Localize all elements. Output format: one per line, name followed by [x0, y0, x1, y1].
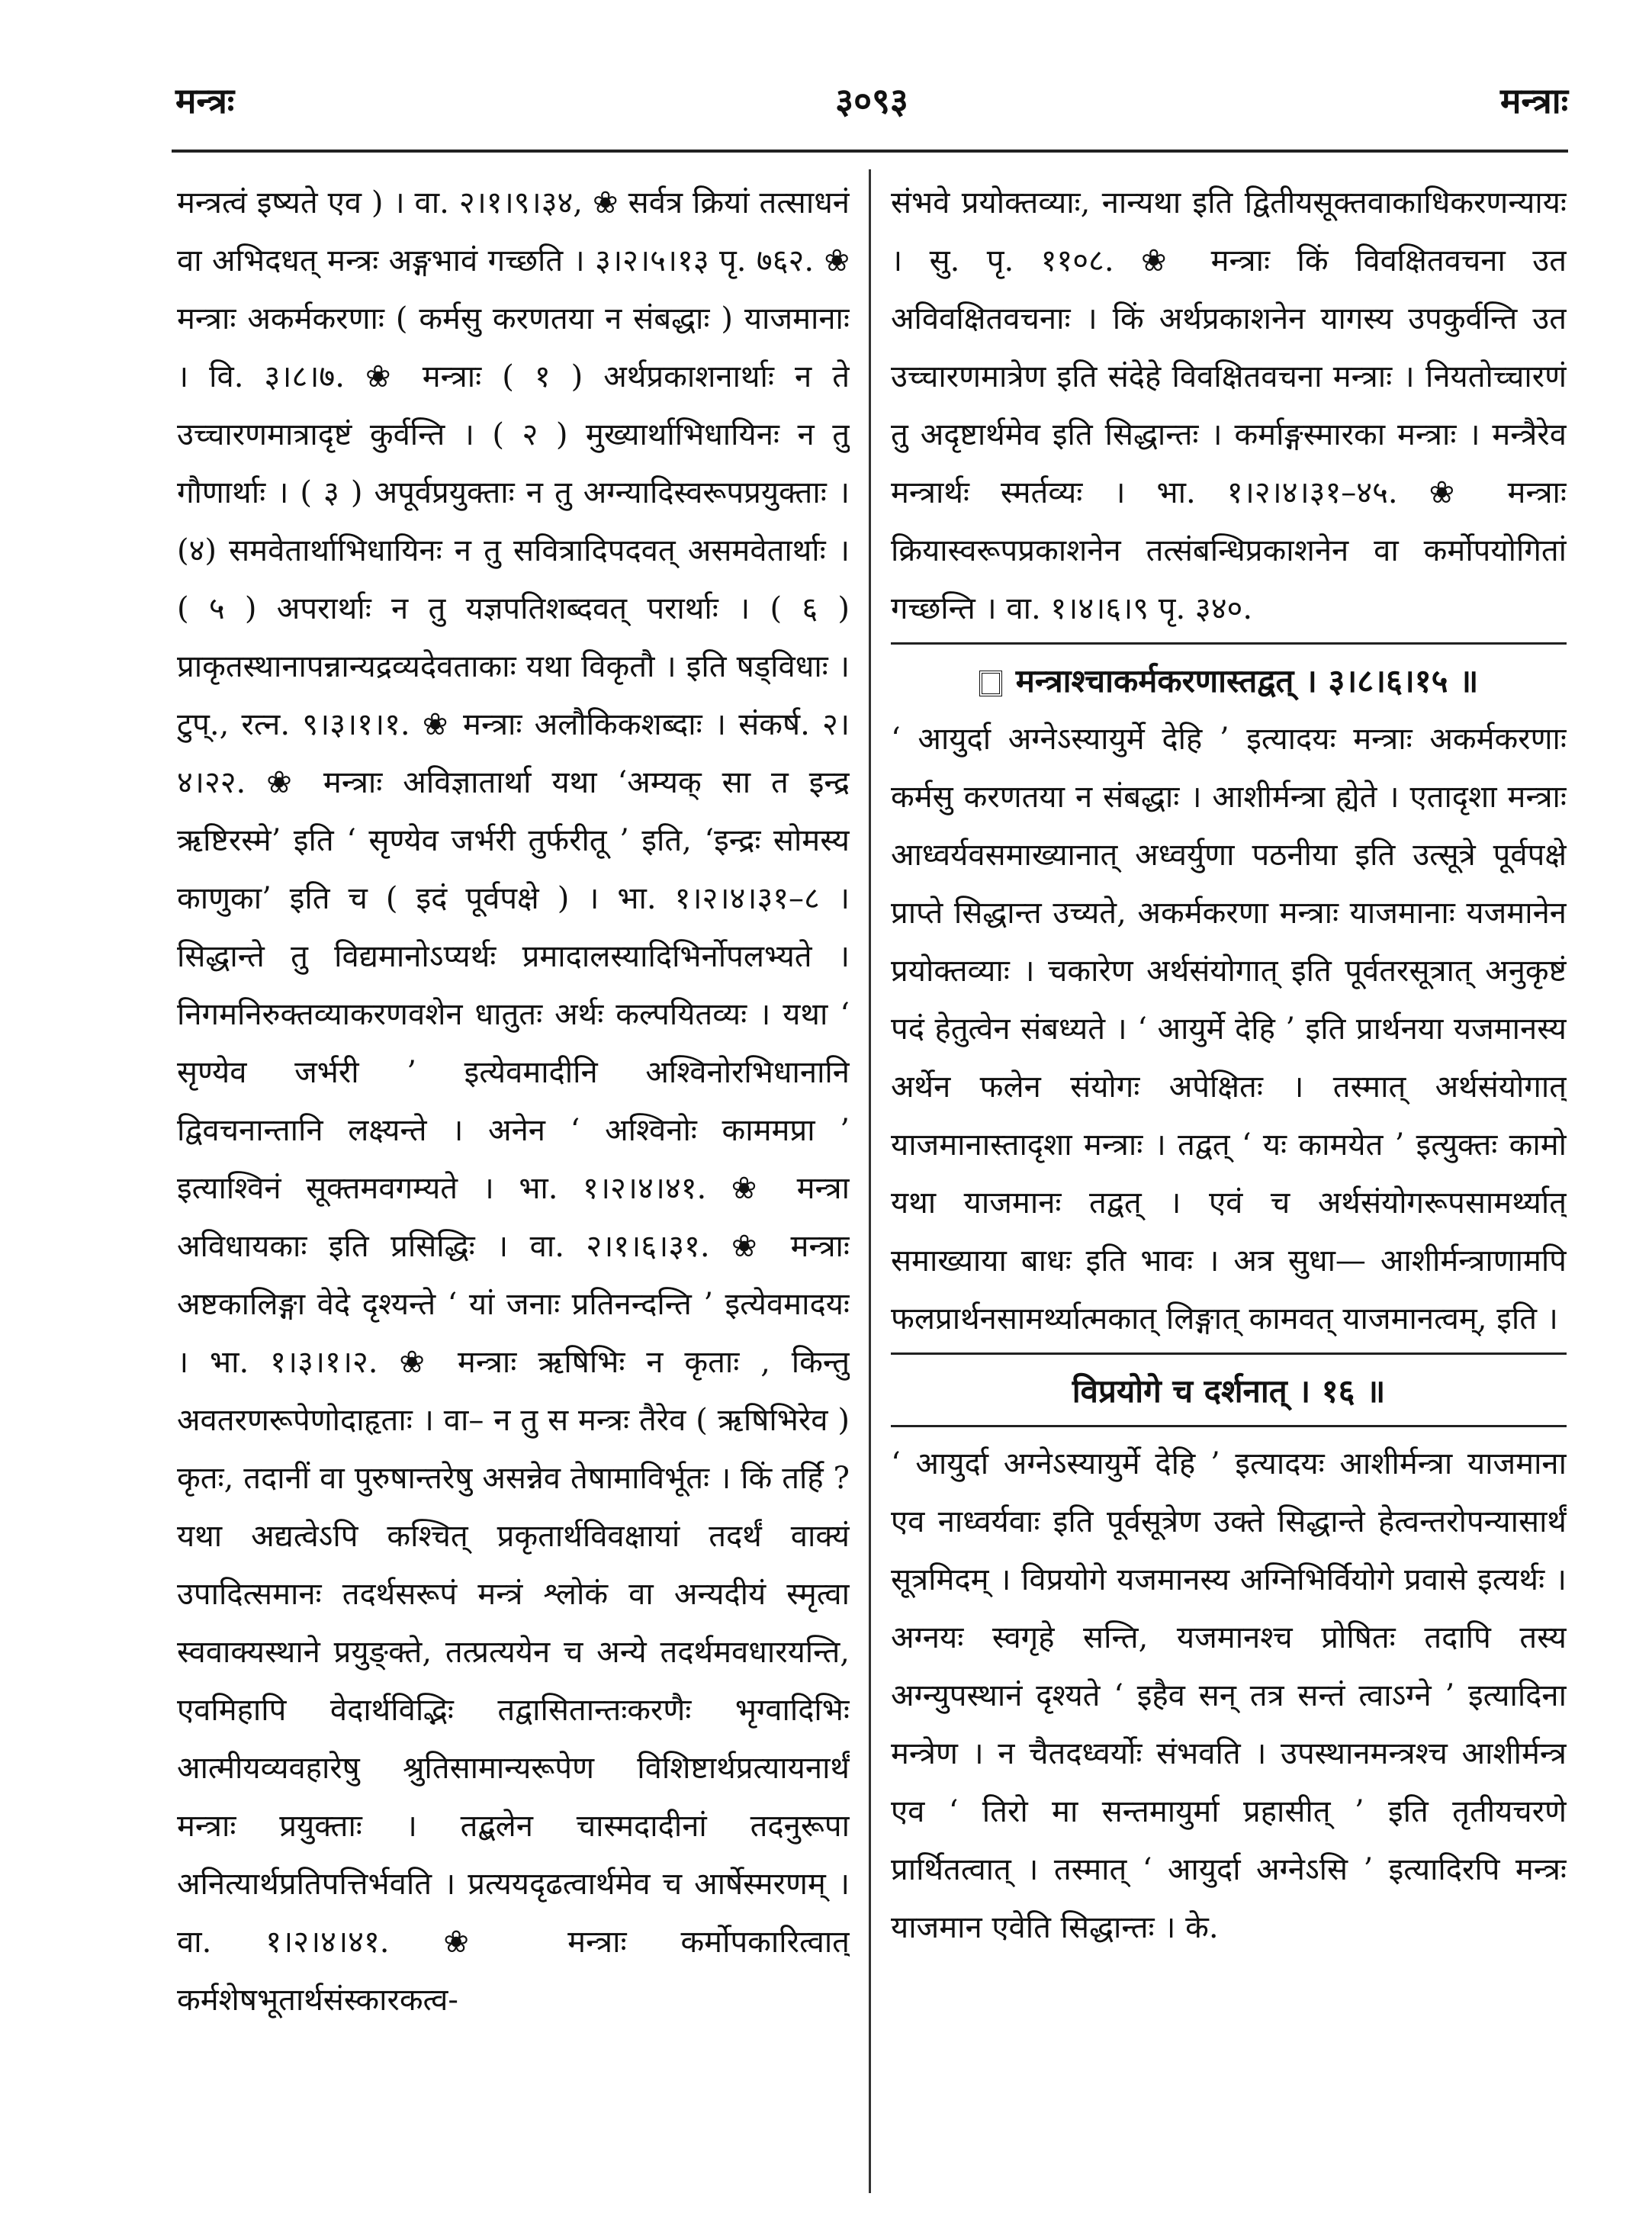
right-para-3: ‘ आयुर्दा अग्नेऽस्यायुर्मे देहि ’ इत्यादयः आशीर्मन्त्रा याजमाना एव नाध्वर्यवाः इति पूर्वसूत्रेण उक्ते सिद्धान्ते हेत्वन्तरोपन्यासार्थं सूत्रमिदम् । विप्रयोगे यजमानस्य अग्निभिर्वियोगे प्रवासे इत्यर्थः । अग्नयः स्वगृहे सन्ति, यजमानश्च प्रोषितः तदापि तस्य अग्न्युपस्थानं दृश्यते ‘ इहैव सन् तत्र सन्तं त्वाऽग्ने ’ इत्यादिना मन्त्रेण । न चैतदध्वर्योः संभवति । उपस्थानमन्त्रश्च आशीर्मन्त्र एव ‘ तिरो मा सन्तमायुर्मा प्रहासीत् ’ इति तृतीयचरणे प्रार्थितत्वात् । तस्मात् ‘ आयुर्दा अग्नेऽसि ’ इत्यादिरपि मन्त्रः याजमान एवेति सिद्धान्तः । के.	[891, 1446, 1567, 1945]
section-rule	[891, 642, 1567, 645]
column-divider	[869, 169, 871, 2193]
right-para-1: संभवे प्रयोक्तव्याः, नान्यथा इति द्वितीयसूक्तवाकाधिकरणन्यायः । सु. पृ. ११०८. ❀ मन्त्राः किं विवक्षितवचना उत अविवक्षितवचनाः । किं अर्थप्रकाशनेन यागस्य उपकुर्वन्ति उत उच्चारणमात्रेण इति संदेहे विवक्षितवचना मन्त्राः । नियतोच्चारणं तु अदृष्टार्थमेव इति सिद्धान्तः । कर्माङ्गस्मारका मन्त्राः । मन्त्रैरेव मन्त्रार्थः स्मर्तव्यः । भा. १।२।४।३१–४५. ❀ मन्त्राः क्रियास्वरूपप्रकाशनेन तत्संबन्धिप्रकाशनेन वा कर्मोपयोगितां गच्छन्ति । वा. १।४।६।९ पृ. ३४०.	[891, 185, 1567, 626]
sutra-heading-16: विप्रयोगे च दर्शनात् । १६ ॥	[1072, 1372, 1386, 1410]
running-head-left: मन्त्रः	[175, 80, 235, 121]
section-rule	[891, 1352, 1567, 1355]
running-head-right: मन्त्राः	[1499, 80, 1568, 121]
left-column-text: मन्त्रत्वं इष्यते एव ) । वा. २।१।९।३४, ❀ सर्वत्र क्रियां तत्साधनं वा अभिदधत् मन्त्रः अङ्गभावं गच्छति । ३।२।५।१३ पृ. ७६२. ❀ मन्त्राः अकर्मकरणाः ( कर्मसु करणतया न संबद्धाः ) याजमानाः । वि. ३।८।७. ❀ मन्त्राः ( १ ) अर्थप्रकाशनार्थाः न ते उच्चारणमात्रादृष्टं कुर्वन्ति । ( २ ) मुख्यार्थाभिधायिनः न तु गौणार्थाः । ( ३ ) अपूर्वप्रयुक्ताः न तु अग्न्यादिस्वरूपप्रयुक्ताः । (४) समवेतार्थाभिधायिनः न तु सवित्रादिपदवत् असमवेतार्थाः । ( ५ ) अपरार्थाः न तु यज्ञपतिशब्दवत् परार्थाः । ( ६ ) प्राकृतस्थानापन्नान्यद्रव्यदेवताकाः यथा विकृतौ । इति षड्विधाः । टुप्., रत्न. ९।३।१।१. ❀ मन्त्राः अलौकिकशब्दाः । संकर्ष. २।४।२२. ❀ मन्त्राः अविज्ञातार्था यथा ‘अम्यक् सा त इन्द्र ऋष्टिरस्मे’ इति ‘ सृण्येव जर्भरी तुर्फरीतू ’ इति, ‘इन्द्रः सोमस्य काणुका’ इति च ( इदं पूर्वपक्षे ) । भा. १।२।४।३१–८ । सिद्धान्ते तु विद्यमानोऽप्यर्थः प्रमादालस्यादिभिर्नोपलभ्यते । निगमनिरुक्तव्याकरणवशेन धातुतः अर्थः कल्पयितव्यः । यथा ‘ सृण्येव जर्भरी ’ इत्येवमादीनि अश्विनोरभिधानानि द्विवचनान्तानि लक्ष्यन्ते । अनेन ‘ अश्विनोः काममप्रा ’ इत्याश्विनं सूक्तमवगम्यते । भा. १।२।४।४१. ❀ मन्त्रा अविधायकाः इति प्रसिद्धिः । वा. २।१।६।३१. ❀ मन्त्राः अष्टकालिङ्गा वेदे दृश्यन्ते ‘ यां जनाः प्रतिनन्दन्ति ’ इत्येवमादयः । भा. १।३।१।२. ❀ मन्त्राः ऋषिभिः न कृताः , किन्तु अवतरणरूपेणोदाहृताः । वा– न तु स मन्त्रः तैरेव ( ऋषिभिरेव ) कृतः, तदानीं वा पुरुषान्तरेषु असन्नेव तेषामाविर्भूतः । किं तर्हि ? यथा अद्यत्वेऽपि कश्चित् प्रकृतार्थविवक्षायां तदर्थं वाक्यं उपादित्समानः तदर्थसरूपं मन्त्रं श्लोकं वा अन्यदीयं स्मृत्वा स्ववाक्यस्थाने प्रयुङ्क्ते, तत्प्रत्ययेन च अन्ये तदर्थमवधारयन्ति, एवमिहापि वेदार्थविद्भिः तद्वासितान्तःकरणैः भृग्वादिभिः आत्मीयव्यवहारेषु श्रुतिसामान्यरूपेण विशिष्टार्थप्रत्यायनार्थं मन्त्राः प्रयुक्ताः । तद्बलेन चास्मदादीनां तदनुरूपा अनित्यार्थप्रतिपत्तिर्भवति । प्रत्ययदृढत्वार्थमेव च आर्षेस्मरणम् । वा. १।२।४।४१. ❀ मन्त्राः कर्मोपकारित्वात् कर्मशेषभूतार्थसंस्कारकत्व-	[177, 185, 850, 2018]
sutra-heading-15	[891, 652, 1567, 710]
right-para-2: ‘ आयुर्दा अग्नेऽस्यायुर्मे देहि ’ इत्यादयः मन्त्राः अकर्मकरणाः कर्मसु करणतया न संबद्धाः । आशीर्मन्त्रा ह्येते । एतादृशा मन्त्राः आध्वर्यवसमाख्यानात् अध्वर्युणा पठनीया इति उत्सूत्रे पूर्वपक्षे प्राप्ते सिद्धान्त उच्यते, अकर्मकरणा मन्त्राः याजमानाः यजमानेन प्रयोक्तव्याः । चकारेण अर्थसंयोगात् इति पूर्वतरसूत्रात् अनुकृष्टं पदं हेतुत्वेन संबध्यते । ‘ आयुर्मे देहि ’ इति प्रार्थनया यजमानस्य अर्थेन फलेन संयोगः अपेक्षितः । तस्मात् अर्थसंयोगात् याजमानास्तादृशा मन्त्राः । तद्वत् ‘ यः कामयेत ’ इत्युक्तः कामो यथा याजमानः तद्वत् । एवं च अर्थसंयोगरूपसामर्थ्यात् समाख्याया बाधः इति भावः । अत्र सुधा— आशीर्मन्त्राणामपि फलप्रार्थनसामर्थ्यात्मकात् लिङ्गात् कामवत् याजमानत्वम्, इति ।	[891, 722, 1567, 1336]
section-rule	[891, 1425, 1567, 1427]
sutra-marker-icon	[979, 671, 1002, 696]
header-rule	[172, 150, 1568, 153]
left-column	[177, 174, 850, 2201]
right-column	[891, 174, 1567, 2201]
page-header	[175, 76, 1568, 137]
sutra-text-15: मन्त्राश्चाकर्मकरणास्तद्वत् । ३।८।६।१५ ॥	[1015, 662, 1479, 700]
page-number: ३०९३	[835, 80, 908, 121]
